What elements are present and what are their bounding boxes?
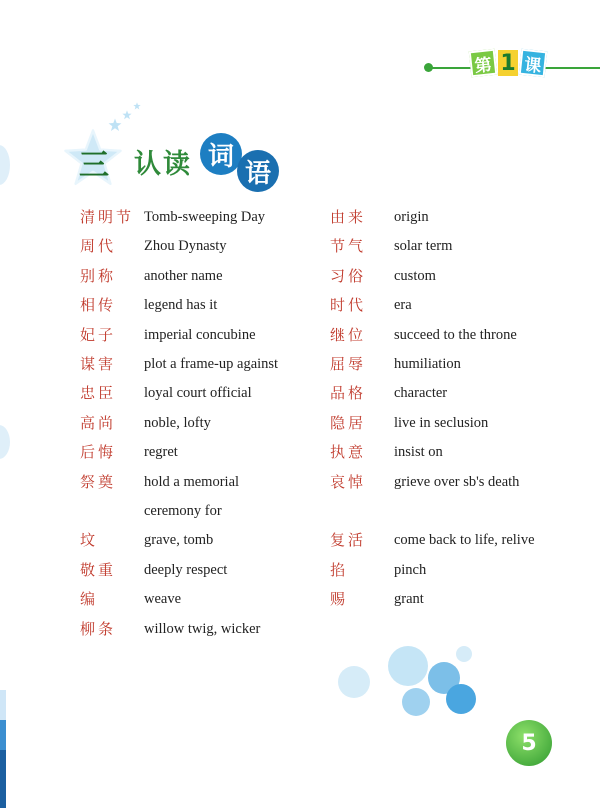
vocab-english: Zhou Dynasty [144,238,227,255]
vocab-list-left [80,203,294,644]
page-number: 5 [506,720,552,766]
vocab-english: solar term [394,238,453,255]
lesson-prefix: 第 [469,49,498,78]
vocab-row [330,291,535,320]
section-circle-char: 词 [200,133,242,175]
edge-bubble-decoration [0,145,10,185]
bubble-decoration [456,646,472,662]
vocab-chinese: 谋害 [80,355,117,374]
vocab-row [80,350,294,379]
vocab-row [80,556,294,585]
vocab-english: insist on [394,444,443,461]
vocab-english: character [394,385,448,402]
vocab-chinese: 柳条 [80,619,117,638]
vocab-row [330,409,535,438]
vocab-english: another name [144,267,223,284]
vocab-chinese: 忠臣 [80,384,117,403]
vocab-row [330,497,535,526]
vocab-english: deeply respect [144,561,228,578]
vocab-row [330,203,535,232]
vocab-chinese: 复活 [330,531,367,550]
vocab-row [330,232,535,261]
vocab-row [330,468,535,497]
vocab-row [80,526,294,555]
vocab-row [80,379,294,408]
bubble-decoration [446,684,476,714]
vocab-row [330,321,535,350]
vocab-chinese: 祭奠 [80,472,117,491]
vocab-english: plot a frame-up against [144,356,279,373]
vocab-row [80,585,294,614]
small-star-icon [108,118,122,132]
vocab-row [330,379,535,408]
vocab-chinese: 哀悼 [330,472,367,491]
vocab-chinese: 品格 [330,384,367,403]
vocab-chinese: 清明节 [80,208,135,226]
vocab-row [80,203,294,232]
vocab-chinese: 相传 [80,296,117,315]
vocab-english: willow twig, wicker [144,620,261,637]
vocab-row [80,291,294,320]
edge-bubble-decoration [0,425,10,459]
vocab-list-right [330,203,535,615]
vocab-english: grant [394,591,424,608]
vocab-english: humiliation [394,356,461,373]
vocab-english: origin [394,209,429,225]
vocab-row [330,438,535,467]
vocab-chinese: 习俗 [330,266,367,285]
vocab-english: noble, lofty [144,414,211,431]
vocab-row [330,262,535,291]
vocab-english: hold a memorial ceremony for [144,473,240,520]
left-edge-bar [0,750,6,808]
section-title: 认读 [134,149,192,180]
vocab-chinese: 妃子 [80,325,117,344]
vocab-chinese: 敬重 [80,560,117,579]
vocab-chinese: 执意 [330,443,367,462]
vocab-chinese: 继位 [330,325,367,344]
vocab-english: live in seclusion [394,414,489,431]
lesson-number: 1 [496,48,520,78]
vocab-english: pinch [394,561,427,578]
vocab-chinese: 周代 [80,237,117,256]
vocab-english: grieve over sb's death [394,473,520,490]
vocab-english: era [394,297,412,314]
vocab-english: custom [394,267,436,284]
vocab-row [80,615,294,644]
bubble-decoration [388,646,428,686]
vocab-row [330,585,535,614]
vocab-row [80,232,294,261]
vocab-english: regret [144,444,178,461]
section-circle-char: 语 [237,150,279,192]
vocab-chinese: 节气 [330,237,367,256]
vocab-chinese: 由来 [330,208,367,226]
section-number: 三 [79,148,109,183]
vocab-row [80,262,294,291]
vocab-chinese: 赐 [330,590,349,609]
small-star-icon [122,110,132,120]
lesson-suffix: 课 [519,49,548,78]
vocab-english: legend has it [144,297,218,314]
vocab-chinese: 掐 [330,560,349,579]
vocab-chinese: 隐居 [330,413,367,432]
vocab-row [80,321,294,350]
small-star-icon [133,102,141,110]
vocab-chinese: 别称 [80,266,117,285]
vocab-chinese: 时代 [330,296,367,315]
vocab-chinese: 坟 [80,531,99,550]
vocab-english: imperial concubine [144,326,256,343]
vocab-row [330,350,535,379]
vocab-chinese: 编 [80,590,99,609]
vocab-row [330,526,535,555]
vocab-row [330,556,535,585]
vocab-english: weave [144,591,182,608]
vocab-chinese [330,497,394,526]
vocab-english: loyal court official [144,385,252,402]
vocab-english: succeed to the throne [394,326,517,343]
vocab-english: grave, tomb [144,532,214,549]
vocab-row [80,438,294,467]
lesson-badge [470,48,546,78]
vocab-english: come back to life, relive [394,532,535,549]
bubble-decoration [402,688,430,716]
vocab-chinese: 屈辱 [330,355,367,374]
vocab-row [80,409,294,438]
vocab-chinese: 高尚 [80,413,117,432]
vocab-chinese: 后悔 [80,443,117,462]
bubble-decoration [338,666,370,698]
vocab-english: Tomb-sweeping Day [144,209,265,225]
lesson-header-dot [424,63,433,72]
vocab-row [80,468,294,527]
